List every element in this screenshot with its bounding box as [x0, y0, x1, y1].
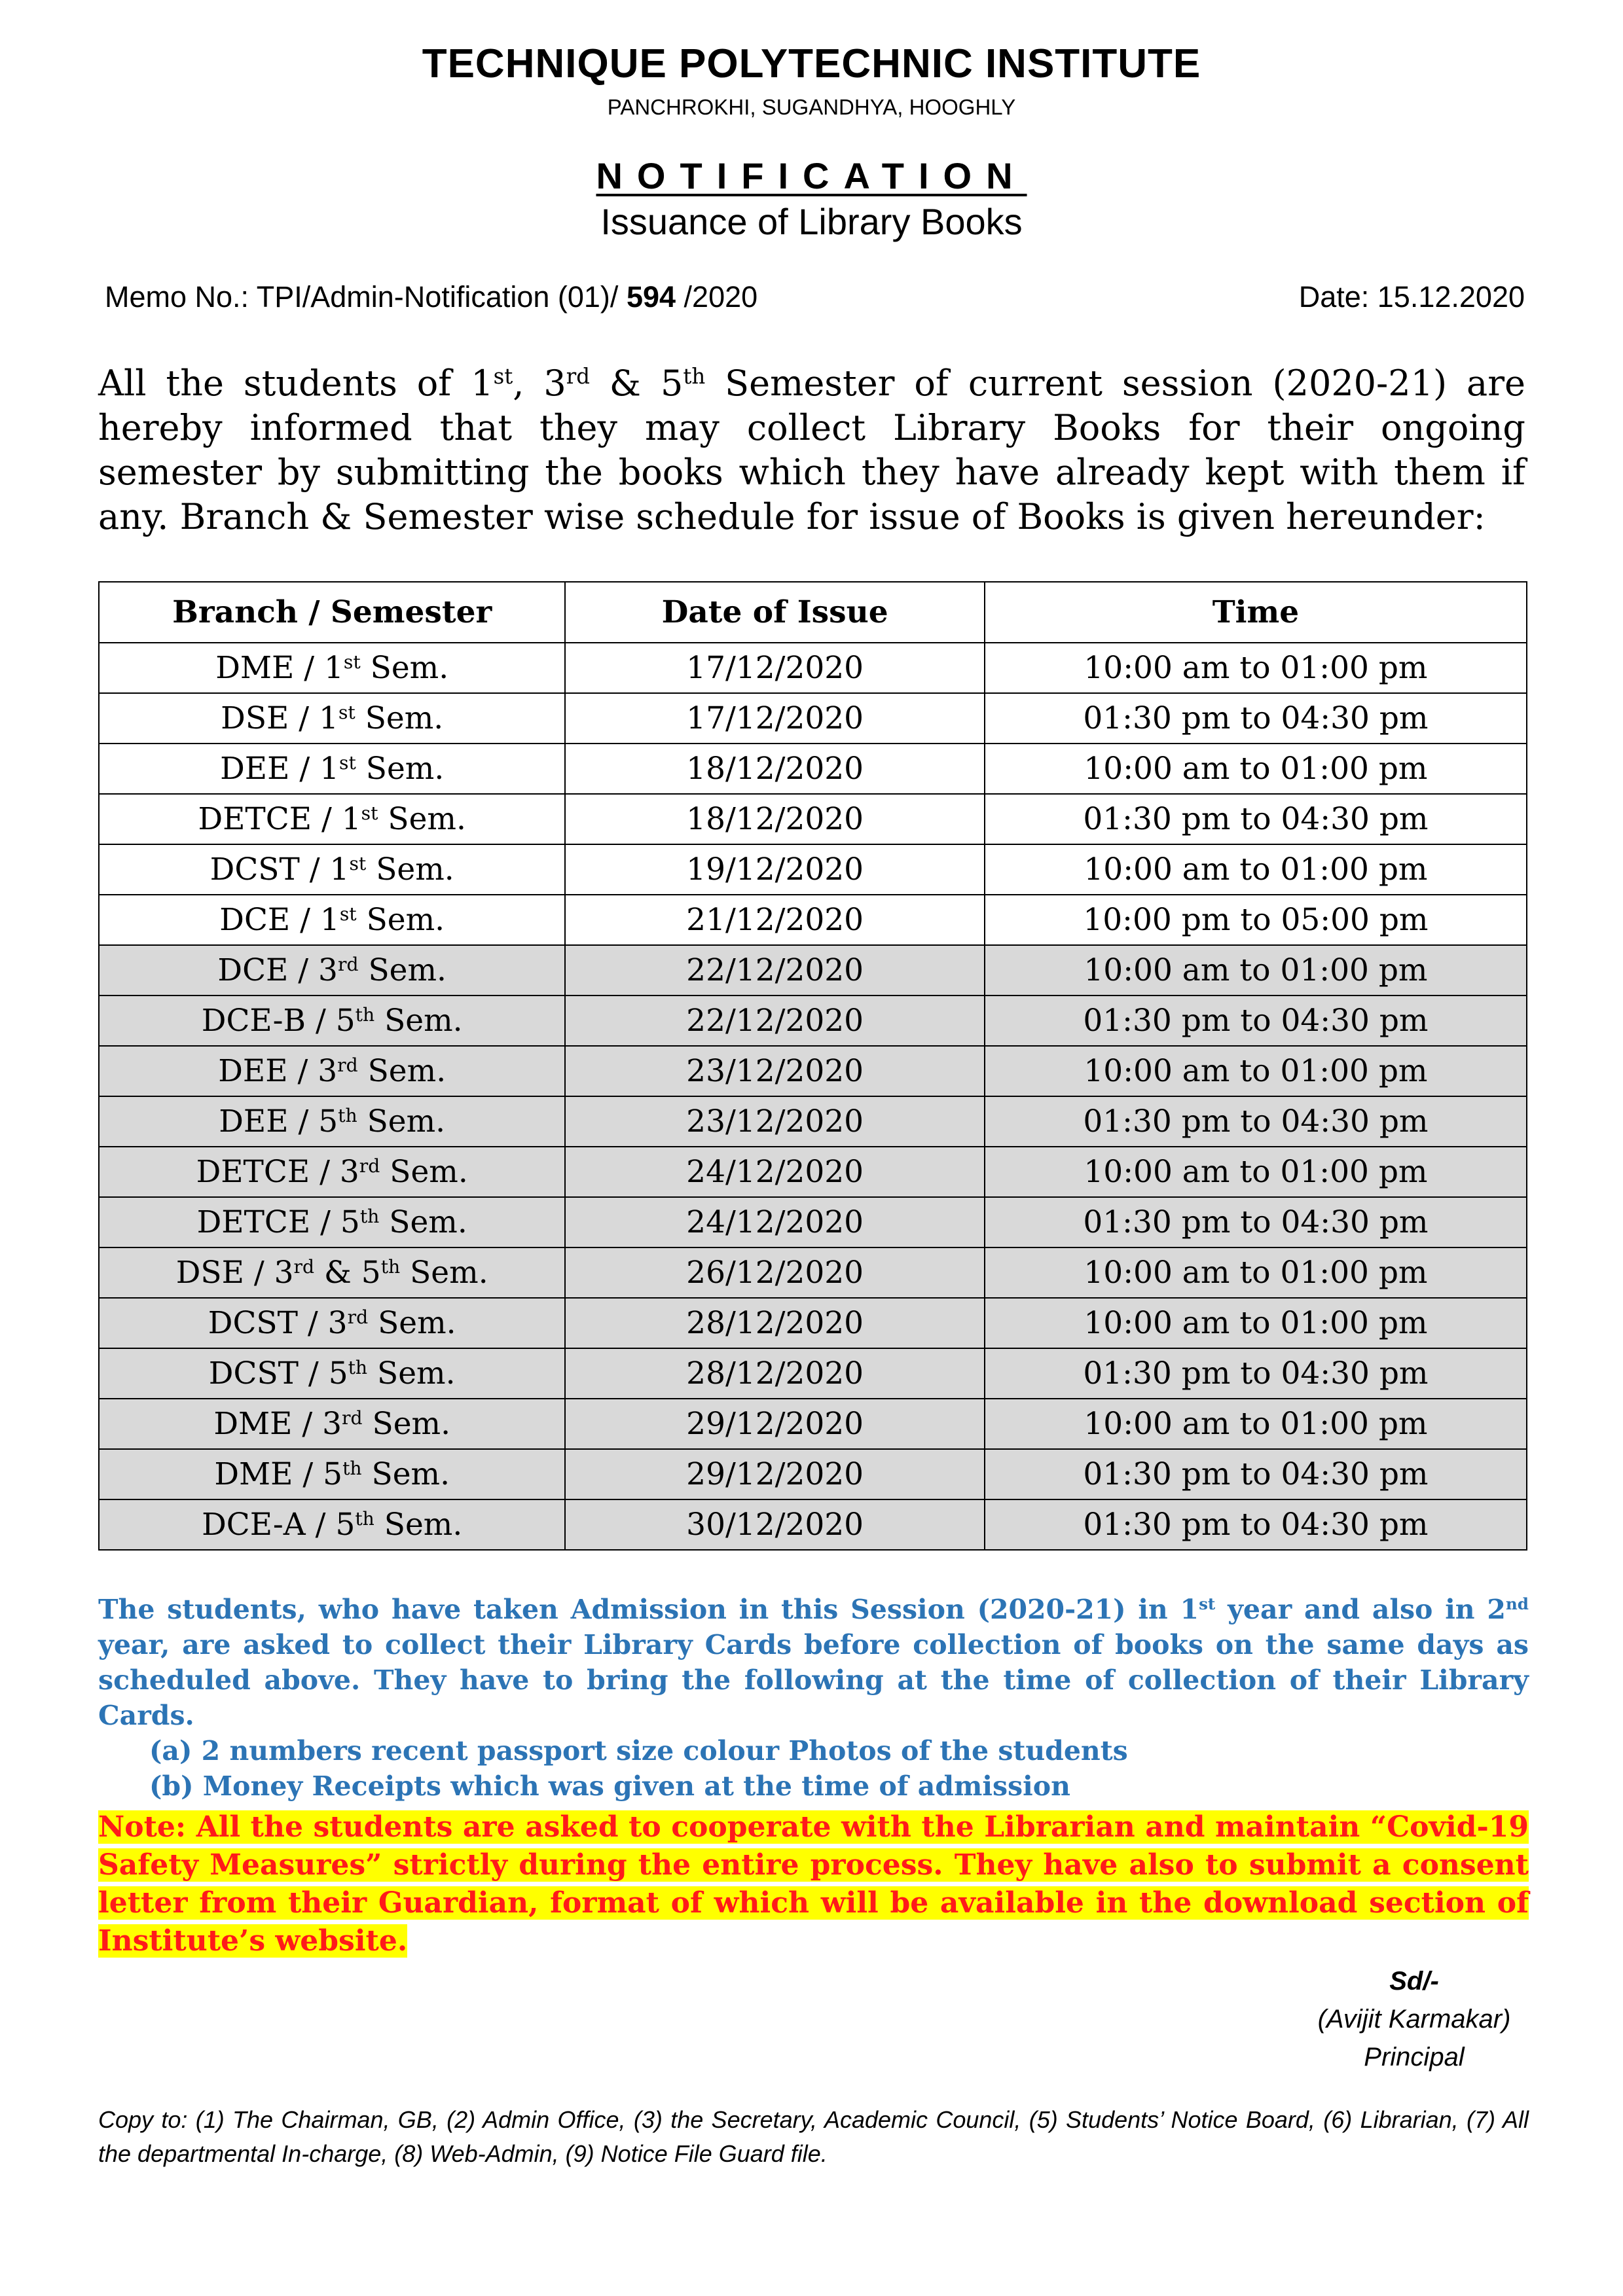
- intro-text: All the students of 1: [98, 363, 494, 404]
- table-row: [99, 996, 1527, 1046]
- branch-text: DCE / 3: [217, 952, 338, 988]
- table-row: [99, 693, 1527, 744]
- intro-text: , 3: [513, 363, 566, 404]
- cell-branch: [99, 1499, 565, 1550]
- institute-address: PANCHROKHI, SUGANDHYA, HOOGHLY: [607, 95, 1016, 119]
- cell-branch: [99, 895, 565, 945]
- branch-text: DEE / 1: [220, 751, 340, 787]
- branch-sem: Sem.: [356, 751, 445, 787]
- signature-block: [1264, 1962, 1565, 2076]
- cell-time: 10:00 am to 01:00 pm: [985, 744, 1527, 794]
- table-row: [99, 1399, 1527, 1449]
- cell-time: 10:00 am to 01:00 pm: [985, 844, 1527, 895]
- copy-to: Copy to: (1) The Chairman, GB, (2) Admin Office, (3) the Secretary, Academic Council, (5) Students’ Notice Board, (6) Librarian, (7) All the departmental In-charge, (8) Web-Admin, (9) Notice File Guard file.: [98, 2106, 1529, 2167]
- signatory-title: Principal: [1364, 2043, 1465, 2072]
- cell-date: 26/12/2020: [565, 1247, 985, 1298]
- branch-sem: Sem.: [380, 1154, 468, 1190]
- cell-date: 28/12/2020: [565, 1348, 985, 1399]
- memo-suffix: /2020: [676, 280, 758, 314]
- branch-text: DME / 5: [214, 1456, 343, 1492]
- cell-date: 29/12/2020: [565, 1449, 985, 1499]
- branch-text: DETCE / 3: [196, 1154, 359, 1190]
- table-row: [99, 1348, 1527, 1399]
- cell-branch: [99, 1247, 565, 1298]
- branch-sem: Sem.: [379, 1204, 467, 1240]
- branch-sup: th: [338, 1104, 357, 1126]
- branch-sup: rd: [337, 953, 359, 975]
- cell-branch: [99, 1147, 565, 1197]
- branch-text: DETCE / 1: [198, 801, 361, 837]
- table-row: [99, 1298, 1527, 1348]
- cell-time: 10:00 am to 01:00 pm: [985, 1298, 1527, 1348]
- branch-sem: Sem.: [357, 1053, 447, 1089]
- branch-sup: th: [355, 1507, 374, 1530]
- table-row: [99, 895, 1527, 945]
- cell-time: 01:30 pm to 04:30 pm: [985, 996, 1527, 1046]
- cell-branch: [99, 1449, 565, 1499]
- branch-sup: th: [380, 1255, 401, 1278]
- table-row: [99, 945, 1527, 996]
- branch-text: DCE / 1: [219, 902, 340, 938]
- table-row: [99, 844, 1527, 895]
- table-row: [99, 1096, 1527, 1147]
- table-row: [99, 1247, 1527, 1298]
- branch-text: DSE / 1: [221, 700, 338, 736]
- cell-branch: [99, 1348, 565, 1399]
- admission-text: year and also in 2: [1215, 1594, 1506, 1625]
- branch-sem: Sem.: [361, 1456, 450, 1492]
- branch-sup: st: [361, 802, 378, 824]
- table-row: [99, 643, 1527, 693]
- branch-sup: th: [348, 1356, 368, 1378]
- cell-date: 21/12/2020: [565, 895, 985, 945]
- branch-sup: st: [349, 852, 367, 874]
- schedule-body: [99, 643, 1527, 1550]
- cell-date: 23/12/2020: [565, 1096, 985, 1147]
- branch-sup: th: [355, 1003, 375, 1026]
- admission-instructions: [98, 1592, 1529, 1804]
- cell-time: 01:30 pm to 04:30 pm: [985, 1449, 1527, 1499]
- cell-branch: [99, 844, 565, 895]
- institute-name: TECHNIQUE POLYTECHNIC INSTITUTE: [422, 41, 1201, 86]
- header-branch: Branch / Semester: [99, 582, 565, 643]
- schedule-table: [98, 581, 1527, 1551]
- header-date: Date of Issue: [565, 582, 985, 643]
- cell-time: 10:00 am to 01:00 pm: [985, 1399, 1527, 1449]
- cell-date: 18/12/2020: [565, 794, 985, 844]
- cell-branch: [99, 693, 565, 744]
- notification-heading-text: NOTIFICATION: [596, 155, 1027, 196]
- table-row: [99, 1449, 1527, 1499]
- branch-sem: Sem.: [358, 952, 447, 988]
- admission-sup: st: [1199, 1594, 1216, 1614]
- cell-date: 22/12/2020: [565, 945, 985, 996]
- branch-sem: Sem.: [366, 852, 454, 888]
- cell-branch: [99, 794, 565, 844]
- branch-sem: Sem.: [357, 1103, 446, 1139]
- branch-sup: rd: [359, 1155, 380, 1177]
- cell-branch: [99, 1399, 565, 1449]
- cell-time: 10:00 am to 01:00 pm: [985, 1147, 1527, 1197]
- cell-date: 30/12/2020: [565, 1499, 985, 1550]
- cell-time: 10:00 am to 01:00 pm: [985, 945, 1527, 996]
- cell-time: 10:00 am to 01:00 pm: [985, 1046, 1527, 1096]
- branch-sem: Sem.: [360, 650, 449, 686]
- branch-sem: Sem.: [356, 902, 445, 938]
- cell-date: 19/12/2020: [565, 844, 985, 895]
- cell-branch: [99, 744, 565, 794]
- branch-text: DEE / 5: [219, 1103, 338, 1139]
- branch-sem: Sem.: [362, 1406, 451, 1442]
- branch-sem: Sem.: [378, 801, 466, 837]
- branch-sup: rd: [293, 1255, 315, 1278]
- branch-sem: Sem.: [374, 1507, 463, 1543]
- admission-item-a: (a) 2 numbers recent passport size colour Photos of the students: [149, 1735, 1128, 1767]
- cell-date: 17/12/2020: [565, 693, 985, 744]
- branch-sem: Sem.: [368, 1305, 456, 1341]
- admission-sup: nd: [1505, 1594, 1529, 1614]
- cell-date: 24/12/2020: [565, 1197, 985, 1247]
- table-row: [99, 744, 1527, 794]
- intro-paragraph: [98, 361, 1525, 539]
- branch-text: DSE / 3: [175, 1255, 294, 1291]
- branch-sem: Sem.: [367, 1355, 456, 1391]
- branch-sup: th: [359, 1205, 380, 1227]
- cell-time: 10:00 am to 01:00 pm: [985, 643, 1527, 693]
- table-row: [99, 1197, 1527, 1247]
- cell-branch: [99, 643, 565, 693]
- cell-branch: [99, 996, 565, 1046]
- notification-subheading: Issuance of Library Books: [600, 201, 1023, 242]
- branch-sup: st: [343, 651, 361, 673]
- cell-time: 10:00 pm to 05:00 pm: [985, 895, 1527, 945]
- cell-branch: [99, 1096, 565, 1147]
- cell-time: 01:30 pm to 04:30 pm: [985, 1348, 1527, 1399]
- covid-note-text: Note: All the students are asked to cooperate with the Librarian and maintain “Covid-19 Safety Measures” strictly during the entire process. They have also to submit a consent letter from their Guardian, format of which will be available in the download section of Institute’s website.: [98, 1810, 1529, 1958]
- branch-text: DCST / 3: [208, 1305, 348, 1341]
- intro-sup: th: [683, 364, 706, 389]
- branch-text: DME / 1: [215, 650, 344, 686]
- branch-text: DCE-A / 5: [202, 1507, 356, 1543]
- branch-text: DCST / 5: [208, 1355, 348, 1391]
- admission-text: The students, who have taken Admission in this Session (2020-21) in 1: [98, 1594, 1199, 1625]
- memo-number: [105, 280, 757, 314]
- branch-text: DCST / 1: [210, 852, 350, 888]
- branch-sup: st: [338, 701, 356, 723]
- intro-sup: rd: [566, 364, 590, 389]
- cell-time: 01:30 pm to 04:30 pm: [985, 693, 1527, 744]
- branch-text: DME / 3: [213, 1406, 342, 1442]
- branch-text: & 5: [314, 1255, 381, 1291]
- cell-date: 23/12/2020: [565, 1046, 985, 1096]
- branch-sem: Sem.: [400, 1255, 488, 1291]
- table-row: [99, 1147, 1527, 1197]
- branch-sup: st: [339, 751, 356, 774]
- memo-prefix: Memo No.: TPI/Admin-Notification (01)/: [105, 280, 627, 314]
- memo-serial: 594: [626, 280, 676, 314]
- branch-sup: rd: [337, 1054, 358, 1076]
- notification-heading: [0, 154, 1623, 197]
- cell-branch: [99, 945, 565, 996]
- branch-sem: Sem.: [355, 700, 444, 736]
- table-row: [99, 1046, 1527, 1096]
- cell-date: 29/12/2020: [565, 1399, 985, 1449]
- cell-branch: [99, 1046, 565, 1096]
- admission-paragraph: [98, 1592, 1529, 1733]
- table-header-row: [99, 582, 1527, 643]
- cell-date: 28/12/2020: [565, 1298, 985, 1348]
- intro-sup: st: [493, 364, 513, 389]
- cell-date: 18/12/2020: [565, 744, 985, 794]
- table-row: [99, 1499, 1527, 1550]
- admission-item-b: (b) Money Receipts which was given at the time of admission: [149, 1770, 1070, 1802]
- signature-sd: Sd/-: [1389, 1967, 1439, 1996]
- branch-sup: rd: [342, 1407, 363, 1429]
- cell-time: 01:30 pm to 04:30 pm: [985, 1499, 1527, 1550]
- signatory-name: (Avijit Karmakar): [1317, 2005, 1511, 2034]
- intro-text: & 5: [589, 363, 684, 404]
- cell-branch: [99, 1197, 565, 1247]
- cell-branch: [99, 1298, 565, 1348]
- header-time: Time: [985, 582, 1527, 643]
- branch-sup: th: [342, 1457, 362, 1479]
- branch-sup: st: [339, 903, 357, 925]
- memo-date: Date: 15.12.2020: [1298, 280, 1525, 314]
- admission-text: year, are asked to collect their Library Cards before collection of books on the same days as scheduled above. They have to bring the following at the time of collection of their Library Cards.: [98, 1629, 1529, 1731]
- table-row: [99, 794, 1527, 844]
- branch-text: DEE / 3: [218, 1053, 338, 1089]
- branch-sup: rd: [347, 1306, 369, 1328]
- branch-text: DETCE / 5: [196, 1204, 360, 1240]
- cell-time: 01:30 pm to 04:30 pm: [985, 1197, 1527, 1247]
- cell-date: 22/12/2020: [565, 996, 985, 1046]
- cell-time: 10:00 am to 01:00 pm: [985, 1247, 1527, 1298]
- cell-date: 17/12/2020: [565, 643, 985, 693]
- cell-time: 01:30 pm to 04:30 pm: [985, 1096, 1527, 1147]
- branch-sem: Sem.: [374, 1003, 463, 1039]
- covid-note: [98, 1808, 1529, 1960]
- intro-text: Semester of current session (2020-21) are hereby informed that they may collect Library Books for their ongoing semester by submitting the books which they have already kept with them if any. Branch & Semester wise schedule for issue of Books is given hereunder:: [98, 363, 1525, 537]
- branch-text: DCE-B / 5: [201, 1003, 356, 1039]
- cell-date: 24/12/2020: [565, 1147, 985, 1197]
- cell-time: 01:30 pm to 04:30 pm: [985, 794, 1527, 844]
